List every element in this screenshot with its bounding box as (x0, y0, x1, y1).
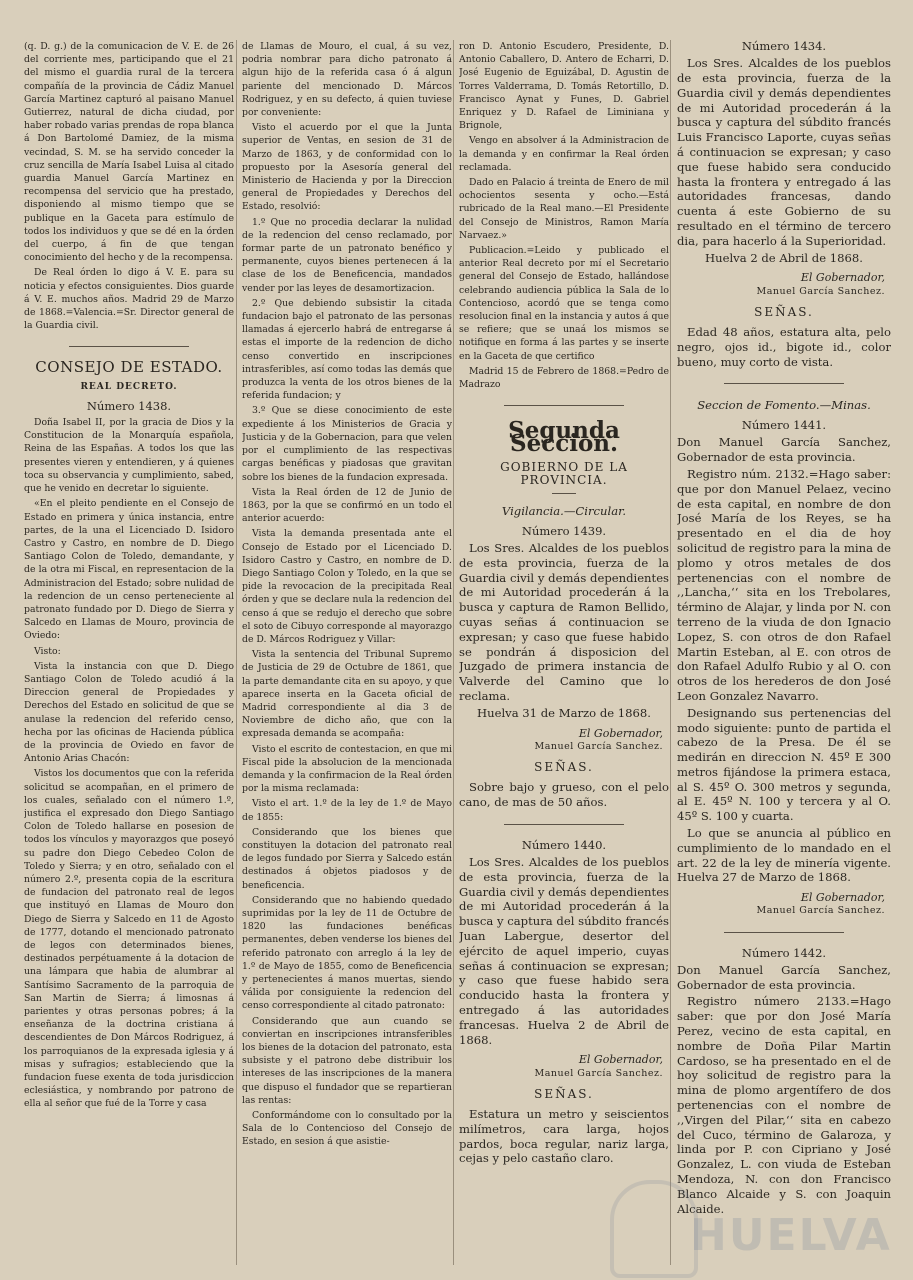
divider (724, 932, 844, 933)
notice-number: Número 1434. (741, 40, 827, 53)
paragraph: Los Sres. Alcaldes de los pueblos de esta provincia, fuerza de la Guardia civil y demás dependientes de mi Autoridad procederán á la busca y captura de Ramon Bellido, cuyas señas á continuacion se expresan; y caso que fuese habido se pondrán á disposicion del Juzgado de primera instancia de Valverde del Camino que lo reclama. (459, 541, 669, 704)
paragraph: Visto el acuerdo por el que la Junta superior de Ventas, en sesion de 31 de Marzo de 1863, y de conformidad con lo propuesto por la Asesoría general del Ministerio de Hacienda y por la Direccion general de Propiedades y Derechos del Estado, resolvió: (242, 122, 452, 213)
divider (69, 346, 189, 347)
column-divider (236, 40, 237, 1265)
paragraph: (q. D. g.) de la comunicacion de V. E. de 26 del corriente mes, participando que el 21 del mismo el guardia rural de la tercera compañía de la provincia de Cádiz Manuel García Martinez capturó al paisano Manuel Gutierrez, natural de dicha ciudad, por haber robado varias prendas de ropa blanca á Don Bartolomé Damiez, de la misma vecindad, S. M. se ha servido conceder la cruz sencilla de María Isabel Luisa al citado guardia Manuel García Martinez en recompensa del servicio que ha prestado, disponiendo al mismo tiempo que se publique en la Gaceta para estímulo de todos los individuos y que se dé en la órden del cuerpo, á fin de que tengan conocimiento del hecho y de la recompensa. (24, 41, 234, 264)
column-1 (24, 40, 234, 1276)
paragraph: Considerando que no habiendo quedado suprimidas por la ley de 11 de Octubre de 1820 las fundaciones benéficas permanentes, deben venderse los bienes del referido patronato con arreglo á la ley de 1.º de Mayo de 1855, como de Beneficencia y pertenecientes á manos muertas, siendo válida por consiguiente la redencion del censo correspondiente al citado patronato: (242, 894, 452, 1012)
paragraph: de Llamas de Mouro, el cual, á su vez, podria nombrar para dicho patronato á algun hijo de la referida casa ó á algun pariente del mencionado D. Márcos Rodriguez, y en su defecto, á quien tuviese por conveniente: (242, 41, 452, 119)
column-4 (677, 40, 891, 1276)
paragraph: Visto el escrito de contestacion, en que mi Fiscal pide la absolucion de la mencionada demanda y la confirmacion de la Real órden por la misma reclamada: (242, 743, 452, 795)
signature-title: El Gobernador, (578, 1053, 663, 1067)
watermark-seal-icon (610, 1180, 698, 1278)
paragraph: Considerando que aun cuando se conviertan en inscripciones intransferibles los bienes de la dotacion del patronato, esta subsiste y el patrono debe distribuir los intereses de las inscripciones de la manera que dispuso el fundador que se repartieran las rentas: (242, 1015, 452, 1106)
column-3 (459, 40, 669, 1276)
paragraph: Registro número 2133.=Hago saber: que por don José María Perez, vecino de esta capital, en nombre de Doña Pilar Martin Cardoso, se ha presentado en el de hoy solicitud de registro para la mina de plomo argentífero de dos pertenencias con el nombre de ,,Virgen del Pilar,‘‘ sita en cabezo del Cuco, término de Galaroza, y linda por P. con Cipriano y José Gonzalez, L. con viuda de Esteban Mendoza, N. con don Francisco Blanco Alcaide y S. con Joaquin Alcaide. (677, 994, 891, 1216)
notice-date: Huelva 31 de Marzo de 1868. (477, 705, 651, 720)
signature-title: El Gobernador, (578, 726, 663, 740)
category-heading: Seccion de Fomento.—Minas. (697, 398, 871, 413)
paragraph: Designando sus pertenencias del modo siguiente: punto de partida el cabezo de la Presa. De él se medirán en direccion N. 45º E 300 metros fijándose la primera estaca, al S. 45º O. 300 metros y segunda, al E. 45º N. 100 y tercera y al O. 45º S. 100 y cuarta. (677, 705, 891, 824)
paragraph: Vengo en absolver á la Administracion de la demanda y en confirmar la Real órden reclamada. (459, 135, 669, 173)
notice-date: Huelva 2 de Abril de 1868. (705, 250, 863, 265)
paragraph: Doña Isabel II, por la gracia de Dios y la Constitucion de la Monarquía española, Reina de las Españas. A todos los que las presentes vieren y entendieren, y á quienes toca su observancia y cumplimiento, sabed, que he venido en decretar lo siguiente. (24, 417, 234, 495)
signature-name: Manuel García Sanchez. (534, 1067, 663, 1079)
divider (504, 405, 624, 406)
paragraph: De Real órden lo digo á V. E. para su noticia y efectos consiguientes. Dios guarde á V. E. muchos años. Madrid 29 de Marzo de 1868.=Valencia.=Sr. Director general de la Guardia civil. (24, 267, 234, 332)
divider (504, 824, 624, 825)
paragraph: Madrid 15 de Febrero de 1868.=Pedro de Madrazo (459, 365, 669, 391)
paragraph: Sobre bajo y grueso, con el pelo cano, de mas de 50 años. (459, 780, 669, 810)
description-heading: SEÑAS. (534, 760, 594, 775)
notice-number: Número 1439. (521, 523, 607, 538)
paragraph: Don Manuel García Sanchez, Gobernador de esta provincia. (677, 435, 891, 465)
paragraph: Visto el art. 1.º de la ley de 1.º de Mayo de 1855: (242, 798, 452, 823)
paragraph: 2.º Que debiendo subsistir la citada fundacion bajo el patronato de las personas llamadas á ejercerlo habrá de entregarse á estas el importe de la redencion de dicho censo convertido en inscripciones intrasferibles, así como todas las demás que produzca la venta de los otros bienes de la referida fundacion; y (242, 297, 452, 402)
paragraph: Dado en Palacio á treinta de Enero de mil ochocientos sesenta y ocho.—Está rubricado de la Real mano.—El Presidente del Consejo de Ministros, Ramon María Narvaez.» (459, 177, 669, 241)
paragraph: Don Manuel García Sanchez, Gobernador de esta provincia. (677, 962, 891, 992)
paragraph: Vista la demanda presentada ante el Consejo de Estado por el Licenciado D. Isidoro Castro y Castro, en nombre de D. Diego Santiago Colon y Toledo, en la que se pide la revocacion de la precipitada Real órden y que se declare nula la redencion del censo á que se redujo el derecho que sobre el soto de Cibuyo corresponde al mayorazgo de D. Márcos Rodriguez y Villar: (242, 528, 452, 645)
decree-heading: REAL DECRETO. (80, 381, 178, 392)
paragraph: Visto: (34, 645, 61, 657)
paragraph: Conformándome con lo consultado por la Sala de lo Contencioso del Consejo de Estado, en sesion á que asistie- (242, 1110, 452, 1148)
paragraph: Vista la instancia con que D. Diego Santiago Colon de Toledo acudió á la Direccion general de Propiedades y Derechos del Estado en solicitud de que se anulase la redencion del referido censo, hecha por las oficinas de Hacienda pública de la provincia de Oviedo en favor de Antonio Arias Chacón: (24, 660, 234, 765)
paragraph: Estatura un metro y seiscientos milímetros, cara larga, hojos pardos, boca regular, nariz larga, cejas y pelo castaño claro. (459, 1107, 669, 1166)
divider (552, 493, 576, 494)
notice-number: Número 1438. (86, 398, 172, 413)
paragraph: 1.º Que no procedia declarar la nulidad de la redencion del censo reclamado, por formar parte de un patronato benéfico y permanente, cuyos bienes pertenecen á la clase de los de Beneficencia, mandados vender por las leyes de desamortizacion. (242, 216, 452, 294)
watermark: HUELVA (690, 1210, 892, 1261)
section-title: CONSEJO DE ESTADO. (35, 358, 223, 377)
subsection-title: GOBIERNO DE LA PROVINCIA. (500, 459, 628, 487)
paragraph: Vista la sentencia del Tribunal Supremo de Justicia de 29 de Octubre de 1861, que la parte demandante cita en su apoyo, y que aparece inserta en la Gaceta oficial de Madrid correspondiente al dia 3 de Noviembre de dicho año, que con la expresada demanda se acompaña: (242, 649, 452, 740)
column-2 (242, 40, 452, 1276)
notice-number: Número 1441. (741, 418, 827, 433)
paragraph: «En el pleito pendiente en el Consejo de Estado en primera y única instancia, entre partes, de la una el Licenciado D. Isidoro Castro y Castro, en nombre de D. Diego Santiago Colon de Toledo, demandante, y de la otra mi Fiscal, en representacion de la Administracion del Estado; sobre nulidad de la redencion de un censo perteneciente al patronato fundado por D. Diego de Sierra y Salcedo en Llamas de Mouro, provincia de Oviedo: (24, 498, 234, 642)
paragraph: Publicacion.=Leido y publicado el anterior Real decreto por mí el Secretario general del Consejo de Estado, hallándose celebrando audiencia pública la Sala de lo Contencioso, acordó que se tenga como resolucion final en la instancia y autos á que se refiere; que se unaá los mismos se notifique en forma á las partes y se inserte en la Gaceta de que certifico (459, 245, 669, 362)
divider (724, 383, 844, 384)
paragraph: Vistos los documentos que con la referida solicitud se acompañan, en el primero de los cuales, señalado con el número 1.º, justifica el expresado don Diego Santiago Colon de Toledo hallarse en posesion de todos los vínculos y mayorazgos que poseyó su padre don Diego Cebedeo Colon de Toledo y Sierra; y en otro, señalado con el número 2.º, presenta copia de la escritura de fundacion del patronato real de legos que instituyó en Llamas de Mouro don Diego de Sierra y Salcedo en 11 de Agosto de 1777, dotando el mencionado patronato de legos con determinados bienes, destinados perpétuamente á la dotacion de una lámpara que habia de alumbrar al Santísimo Sacramento de la parroquia de San Martin de Sierra; á limosnas á parientes y otras personas pobres; á la enseñanza de la doctrina cristiana á descendientes de Don Márcos Rodriguez, á los parroquianos de la expresada iglesia y á misas y sufragios; estableciendo que la fundacion fuese exenta de toda jurisdiccion eclesiástica, y nombrando por patrono de ella al señor que fué de la Torre y casa (24, 768, 234, 1110)
paragraph: Registro núm. 2132.=Hago saber: que por don Manuel Pelaez, vecino de esta capital, en nombre de don José María de los Reyes, se ha presentado en el dia de hoy solicitud de registro para la mina de plomo y otros metales de dos pertenencias con el nombre de ,,Lancha,‘‘ sita en los Trebolares, término de Alajar, y linda por N. con terreno de la viuda de don Ignacio Lopez, S. con otros de don Rafael Martin Esteban, al E. con otros de don Rafael Adulfo Rubio y al O. con otros de los herederos de don José Leon Gonzalez Navarro. (677, 466, 891, 703)
paragraph: Lo que se anuncia al público en cumplimiento de lo mandado en el art. 22 de la ley de minería vigente. Huelva 27 de Marzo de 1868. (677, 826, 891, 885)
column-divider (670, 40, 671, 1265)
paragraph: Vista la Real órden de 12 de Junio de 1863, por la que se confirmó en un todo el anterior acuerdo: (242, 486, 452, 525)
paragraph: Edad 48 años, estatura alta, pelo negro, ojos id., bigote id., color bueno, muy corto de vista. (677, 324, 891, 369)
signature-name: Manuel García Sanchez. (534, 740, 663, 752)
paragraph: Los Sres. Alcaldes de los pueblos de esta provincia, fuerza de la Guardia civil y demás dependientes de mi Autoridad procederán á la busca y captura del súbdito francés Luis Francisco Laporte, cuyas señas á continuacion se expresan; y caso que fuese habido sera conducido hasta la frontera y entregado á las autoridades francesas, dando cuenta á este Gobierno de su resultado en el término de tercero dia, para hacerlo á la Superioridad. (677, 56, 891, 248)
signature-name: Manuel García Sanchez. (756, 905, 885, 917)
signature-name: Manuel García Sanchez. (756, 285, 885, 297)
column-divider (453, 40, 454, 1265)
paragraph: Los Sres. Alcaldes de los pueblos de esta provincia, fuerza de la Guardia civil y demás dependientes de mi Autoridad procederán á la busca y captura del súbdito francés Juan Labergue, desertor del ejército de aquel imperio, cuyas señas á continuacion se expresan; y caso que fuese habido sera conducido hasta la frontera y entregado á las autoridades francesas. Huelva 2 de Abril de 1868. (459, 855, 669, 1047)
paragraph: ron D. Antonio Escudero, Presidente, D. Antonio Caballero, D. Antero de Echarri, D. José Eugenio de Eguizábal, D. Agustin de Torres Valderrama, D. Tomás Retortillo, D. Francisco Aynat y Funes, D. Gabriel Enriquez y D. Rafael de Liminiana y Brignole, (459, 41, 669, 132)
signature-title: El Gobernador, (800, 271, 885, 285)
signature-title: El Gobernador, (800, 891, 885, 905)
paragraph: Considerando que los bienes que constituyen la dotacion del patronato real de legos fundado por Sierra y Salcedo están destinados á objetos piadosos y de beneficencia. (242, 826, 452, 891)
paragraph: 3.º Que se diese conocimiento de este expediente á los Ministerios de Gracia y Justicia y de la Gobernacion, para que velen por el cumplimiento de las respectivas cargas benéficas y piadosas que gravitan sobre los bienes de la fundacion expresada. (242, 405, 452, 483)
notice-number: Número 1440. (521, 837, 607, 852)
category-heading: Vigilancia.—Circular. (501, 504, 627, 519)
notice-number: Número 1442. (741, 945, 827, 960)
description-heading: SEÑAS. (754, 304, 814, 319)
description-heading: SEÑAS. (534, 1086, 594, 1101)
section-title: Segunda Seccion. (508, 417, 620, 458)
